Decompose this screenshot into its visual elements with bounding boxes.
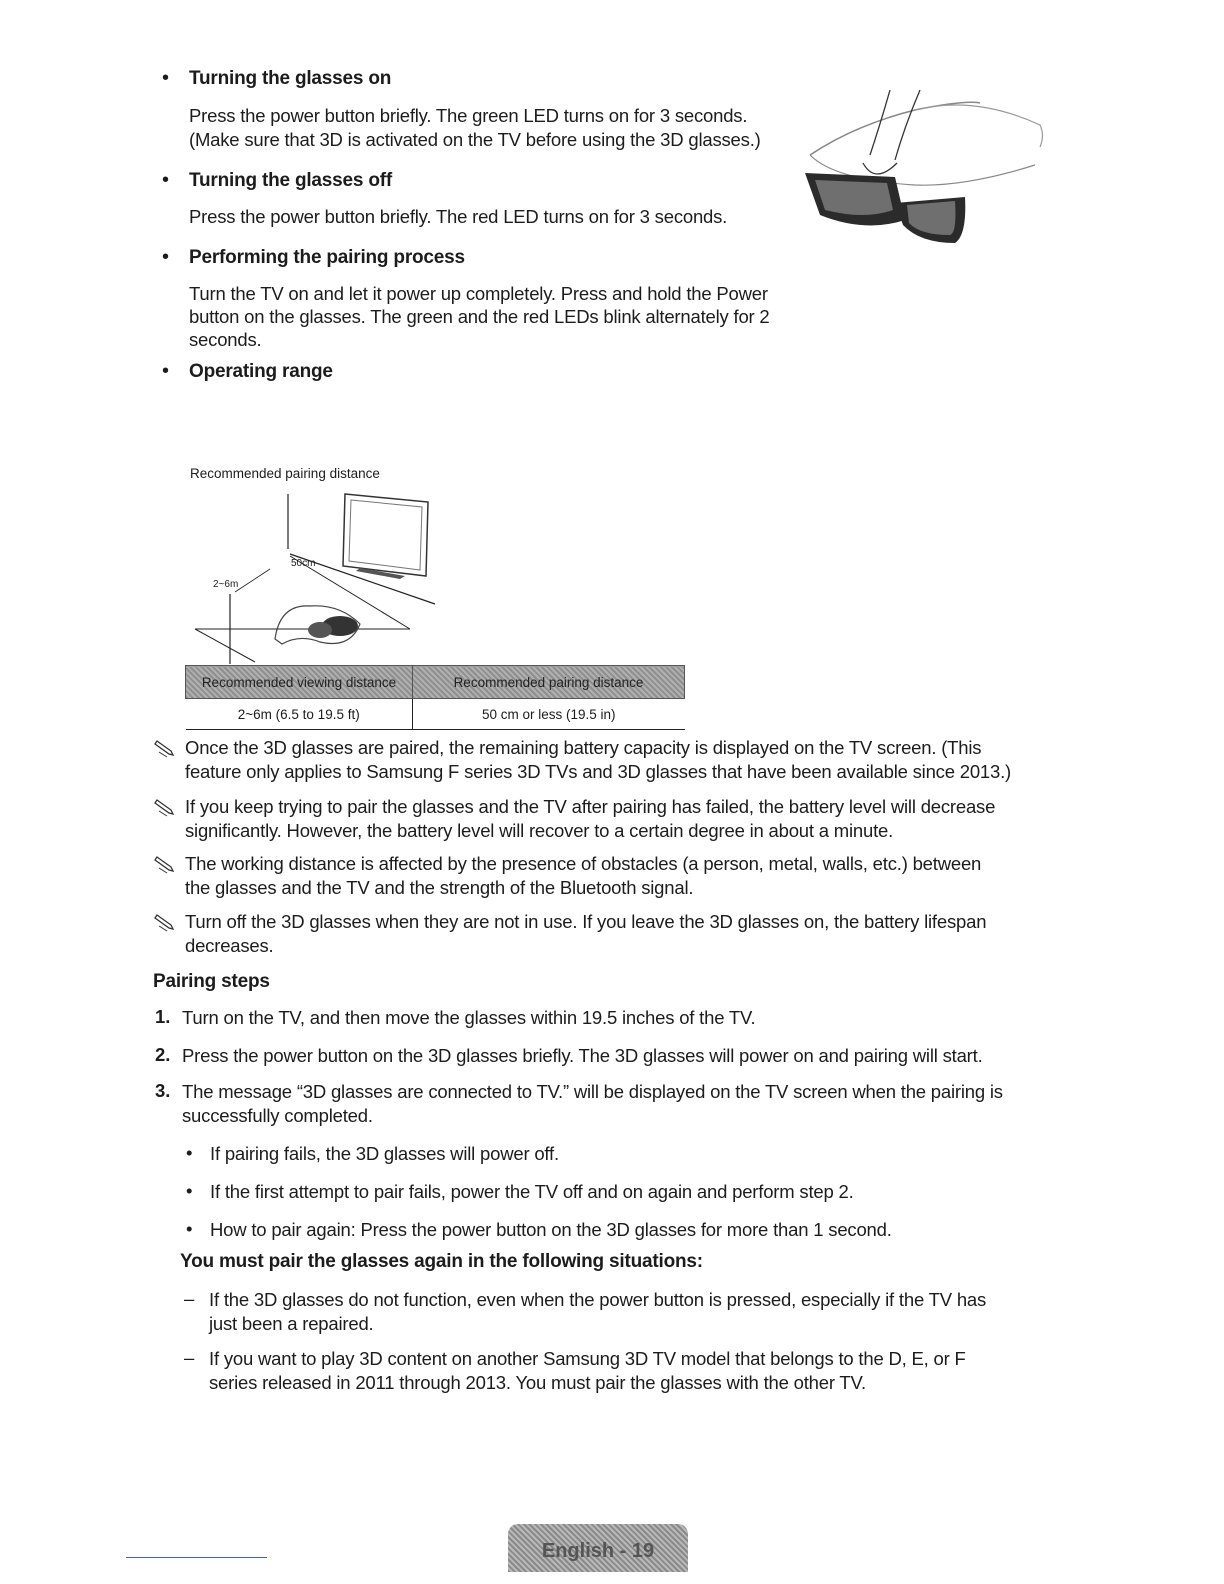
step-number: 3. <box>155 1080 171 1101</box>
glasses-illustration <box>795 85 1055 255</box>
note-pencil-icon <box>153 740 175 758</box>
pairing-steps-heading: Pairing steps <box>153 971 270 992</box>
header-viewing-distance: Recommended viewing distance <box>186 666 413 699</box>
note-line: If you keep trying to pair the glasses and the TV after pairing has failed, the battery level will decrease <box>185 796 996 817</box>
bullet-line: Turn the TV on and let it power up completely. Press and hold the Power <box>189 283 768 304</box>
must-pair-heading: You must pair the glasses again in the following situations: <box>180 1251 703 1272</box>
label-range: 2~6m <box>213 579 239 590</box>
bullet-dot: • <box>162 169 170 191</box>
label-50cm: 50cm <box>291 558 316 569</box>
bullet-line: (Make sure that 3D is activated on the TV before using the 3D glasses.) <box>189 129 761 150</box>
bullet-heading: Performing the pairing process <box>189 247 465 268</box>
bullet-heading: Turning the glasses on <box>189 68 392 89</box>
note-line: significantly. However, the battery level will recover to a certain degree in about a minute. <box>185 820 894 841</box>
footer-rule <box>126 1557 267 1558</box>
note-line: the glasses and the TV and the strength of the Bluetooth signal. <box>185 877 694 898</box>
step-line: successfully completed. <box>182 1105 373 1126</box>
sub-bullet: How to pair again: Press the power button on the 3D glasses for more than 1 second. <box>210 1219 892 1240</box>
situation-line: just been a repaired. <box>209 1313 374 1334</box>
header-pairing-distance: Recommended pairing distance <box>413 666 685 699</box>
bullet-line: Press the power button briefly. The red LED turns on for 3 seconds. <box>189 206 728 227</box>
bullet-line: button on the glasses. The green and the red LEDs blink alternately for 2 <box>189 306 770 327</box>
dash-marker: – <box>184 1288 195 1309</box>
note-line: feature only applies to Samsung F series 3D TVs and 3D glasses that have been available since 2013.) <box>185 761 1012 782</box>
value-pairing-distance: 50 cm or less (19.5 in) <box>413 699 685 730</box>
bullet-dot: • <box>162 246 170 268</box>
step-line: Press the power button on the 3D glasses briefly. The 3D glasses will power on and pairing will start. <box>182 1045 983 1066</box>
situation-line: series released in 2011 through 2013. You must pair the glasses with the other TV. <box>209 1372 866 1393</box>
note-line: The working distance is affected by the presence of obstacles (a person, metal, walls, etc.) between <box>185 853 982 874</box>
page-number-badge: English - 19 <box>508 1524 688 1572</box>
dash-marker: – <box>184 1347 195 1368</box>
operating-range-diagram <box>190 484 450 664</box>
operating-range-table <box>185 665 685 730</box>
sub-bullet: If the first attempt to pair fails, power the TV off and on again and perform step 2. <box>210 1181 854 1202</box>
step-line: Turn on the TV, and then move the glasses within 19.5 inches of the TV. <box>182 1007 756 1028</box>
bullet-dot: • <box>186 1142 193 1163</box>
note-line: Once the 3D glasses are paired, the remaining battery capacity is displayed on the TV screen. (This <box>185 737 982 758</box>
diagram-caption: Recommended pairing distance <box>190 466 380 481</box>
note-line: Turn off the 3D glasses when they are not in use. If you leave the 3D glasses on, the battery lifespan <box>185 911 987 932</box>
step-number: 1. <box>155 1006 171 1027</box>
bullet-line: Press the power button briefly. The green LED turns on for 3 seconds. <box>189 105 748 126</box>
situation-line: If you want to play 3D content on another Samsung 3D TV model that belongs to the D, E, or F <box>209 1348 966 1369</box>
step-number: 2. <box>155 1044 171 1065</box>
note-pencil-icon <box>153 914 175 932</box>
situation-line: If the 3D glasses do not function, even when the power button is pressed, especially if the TV has <box>209 1289 987 1310</box>
bullet-dot: • <box>186 1180 193 1201</box>
step-line: The message “3D glasses are connected to TV.” will be displayed on the TV screen when the pairing is <box>182 1081 1003 1102</box>
bullet-dot: • <box>162 360 170 382</box>
note-pencil-icon <box>153 799 175 817</box>
bullet-dot: • <box>186 1218 193 1239</box>
value-viewing-distance: 2~6m (6.5 to 19.5 ft) <box>186 699 413 730</box>
sub-bullet: If pairing fails, the 3D glasses will power off. <box>210 1143 559 1164</box>
bullet-heading: Turning the glasses off <box>189 170 393 191</box>
bullet-line: seconds. <box>189 329 262 350</box>
note-pencil-icon <box>153 856 175 874</box>
bullet-dot: • <box>162 67 170 89</box>
note-line: decreases. <box>185 935 274 956</box>
bullet-heading: Operating range <box>189 361 333 382</box>
